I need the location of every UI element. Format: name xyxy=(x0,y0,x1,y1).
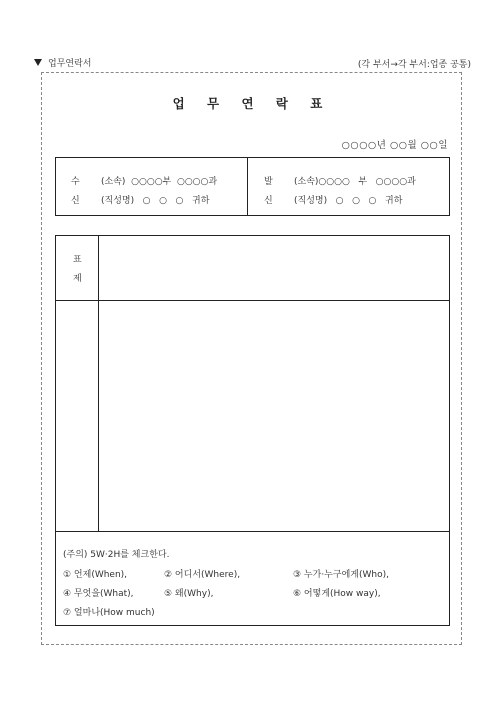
table-divider xyxy=(247,158,248,215)
diamond-bullet-icon xyxy=(34,59,42,66)
notes-heading: (주의) 5W·2H를 체크한다. xyxy=(63,550,170,560)
form-date: ○○○○년 ○○월 ○○일 xyxy=(341,140,448,151)
subject-label-2: 제 xyxy=(73,274,82,284)
distribution-label: (각 부서→각 부서:업종 공통) xyxy=(357,60,471,70)
note-item: ③ 누가·누구에게(Who), xyxy=(293,570,389,580)
sender-name[interactable]: (직성명) ○ ○ ○ 귀하 xyxy=(294,196,403,206)
doc-label-text: 업무연락서 xyxy=(48,59,92,69)
note-item: ⑤ 왜(Why), xyxy=(164,589,214,599)
doc-label xyxy=(34,56,91,69)
recipient-label-2: 신 xyxy=(71,196,80,206)
subject-body-table xyxy=(55,235,450,532)
recipient-name[interactable]: (직성명) ○ ○ ○ 귀하 xyxy=(101,196,210,206)
recipient-affiliation[interactable]: (소속) ○○○○부 ○○○○과 xyxy=(101,177,218,187)
recipient-sender-table xyxy=(55,157,450,216)
note-item: ④ 무엇을(What), xyxy=(63,589,134,599)
note-item: ① 언제(When), xyxy=(63,570,128,580)
note-item: ⑦ 얼마나(How much) xyxy=(63,608,155,618)
subject-label-1: 표 xyxy=(73,255,82,265)
subject-field[interactable] xyxy=(99,236,449,300)
note-item: ② 어디서(Where), xyxy=(164,570,241,580)
form-title: 업 무 연 락 표 xyxy=(172,96,332,111)
sender-affiliation[interactable]: (소속)○○○○ 부 ○○○○과 xyxy=(294,177,416,187)
body-field[interactable] xyxy=(99,301,449,531)
sender-label-2: 신 xyxy=(264,196,273,206)
note-item: ⑥ 어떻게(How way), xyxy=(293,589,381,599)
notes-box xyxy=(55,531,450,626)
sender-label-1: 발 xyxy=(264,177,273,187)
recipient-label-1: 수 xyxy=(71,177,80,187)
